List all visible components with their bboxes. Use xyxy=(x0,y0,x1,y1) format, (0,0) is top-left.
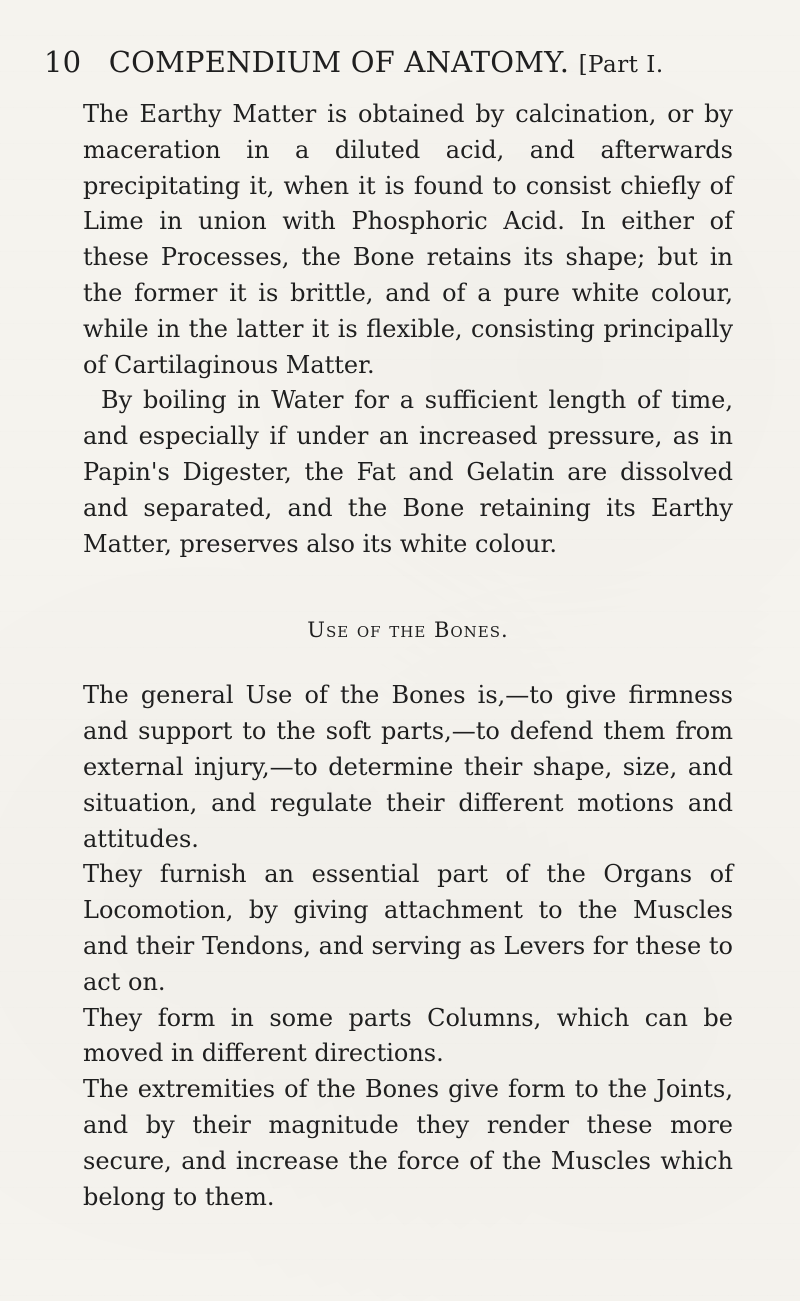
paragraph-joints: The extremities of the Bones give form to the Joints, and by their magnitude they render these more secure, and increase the force of the Muscles which belong to them. xyxy=(83,1075,733,1211)
page-number: 10 xyxy=(44,45,82,79)
paragraph-general-use: The general Use of the Bones is,—to give firmness and support to the soft parts,—to defend them from external injury,—to determine their shape, size, and situation, and regulate their different motions and attitudes. xyxy=(83,681,733,853)
running-header xyxy=(44,42,774,82)
part-label: [Part I. xyxy=(578,52,664,78)
paragraph-earthy-matter: The Earthy Matter is obtained by calcination, or by maceration in a diluted acid, and afterwards precipitating it, when it is found to consist chiefly of Lime in union with Phosphoric Acid. In either of these Processes, the Bone retains its shape; but in the former it is brittle, and of a pure white colour, while in the latter it is flexible, consisting principally of Cartilaginous Matter. xyxy=(83,100,733,379)
running-title: COMPENDIUM OF ANATOMY. xyxy=(108,45,570,79)
paragraph-columns: They form in some parts Columns, which can be moved in different directions. xyxy=(83,1003,733,1068)
paragraph-boiling: By boiling in Water for a sufficient length of time, and especially if under an increased pressure, as in Papin's Digester, the Fat and Gelatin are dissolved and separated, and the Bone retaining its Earthy Matter, preserves also its white colour. xyxy=(83,386,733,558)
paragraph-locomotion: They furnish an essential part of the Organs of Locomotion, by giving attachment to the Muscles and their Tendons, and serving as Levers for these to act on. xyxy=(83,860,733,996)
section-title: Use of the Bones. xyxy=(307,618,509,643)
page-body xyxy=(83,97,733,1215)
